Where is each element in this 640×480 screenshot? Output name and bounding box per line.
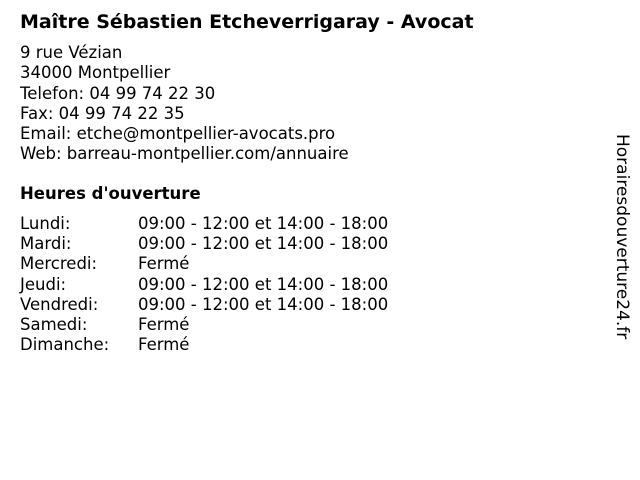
email-address: Email: etche@montpellier-avocats.pro <box>20 124 336 144</box>
street-address: 9 rue Vézian <box>20 43 123 62</box>
day-label: Jeudi: <box>20 274 67 294</box>
day-hours: Fermé <box>138 335 190 355</box>
phone-number: Telefon: 04 99 74 22 30 <box>20 83 216 103</box>
day-label: Lundi: <box>20 214 71 233</box>
hours-heading: Heures d'ouverture <box>20 184 201 203</box>
day-hours: 09:00 - 12:00 et 14:00 - 18:00 <box>138 274 389 294</box>
day-hours: 09:00 - 12:00 et 14:00 - 18:00 <box>138 214 389 233</box>
fax-number: Fax: 04 99 74 22 35 <box>20 103 185 123</box>
day-label: Vendredi: <box>20 294 99 314</box>
day-label: Mardi: <box>20 234 72 254</box>
day-label: Mercredi: <box>20 254 98 274</box>
day-label: Dimanche: <box>20 335 110 355</box>
contact-block <box>20 43 349 165</box>
day-hours: Fermé <box>138 254 190 274</box>
day-hours: 09:00 - 12:00 et 14:00 - 18:00 <box>138 294 389 314</box>
day-hours: Fermé <box>138 314 190 334</box>
city-postcode: 34000 Montpellier <box>20 63 171 83</box>
website: Web: barreau-montpellier.com/annuaire <box>20 144 349 164</box>
business-name: Maître Sébastien Etcheverrigaray - Avocat <box>20 11 474 33</box>
site-watermark: Horairesdouverture24.fr <box>612 134 632 340</box>
day-hours: 09:00 - 12:00 et 14:00 - 18:00 <box>138 234 389 254</box>
day-label: Samedi: <box>20 314 88 334</box>
